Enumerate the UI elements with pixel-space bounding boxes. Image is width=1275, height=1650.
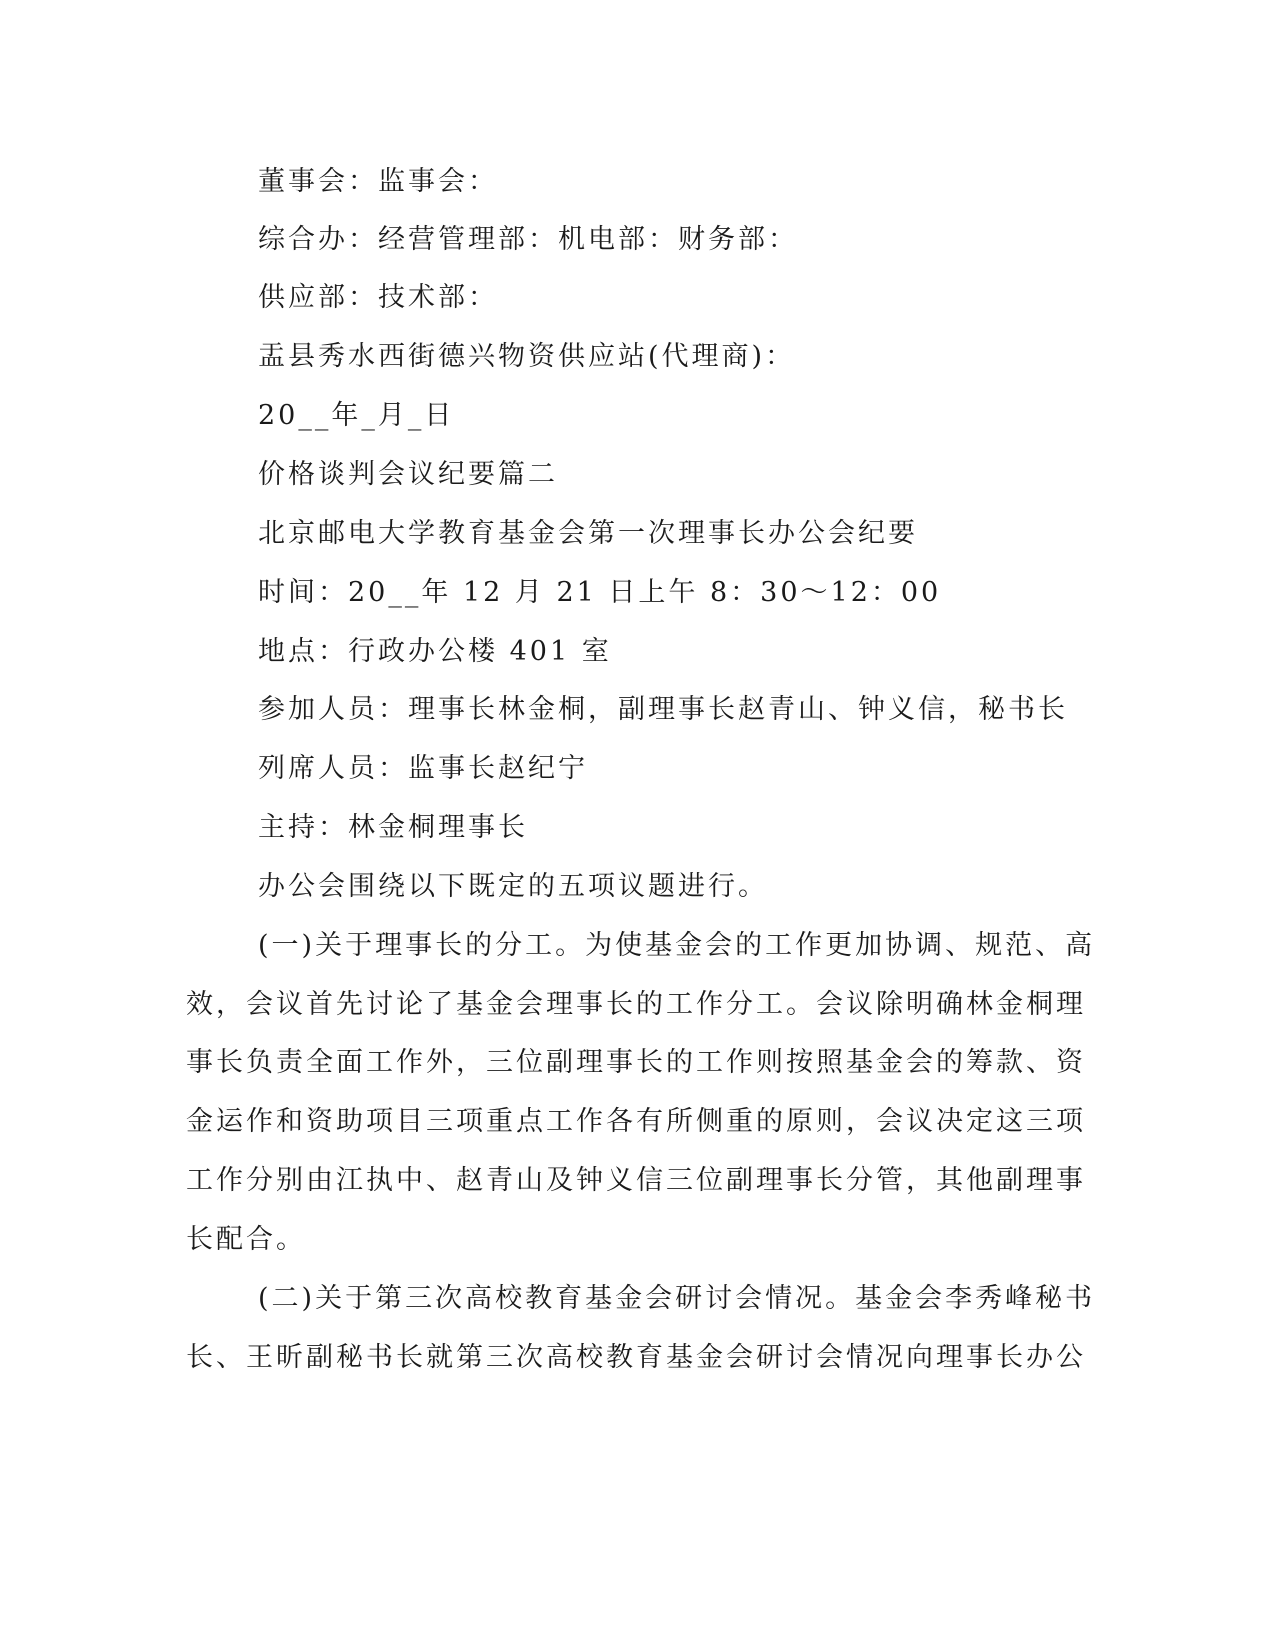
paragraph-line: (一)关于理事长的分工。为使基金会的工作更加协调、规范、高 <box>258 930 1096 961</box>
signatory-line-supply: 供应部：技术部： <box>258 282 498 313</box>
paragraph-line: (二)关于第三次高校教育基金会研讨会情况。基金会李秀峰秘书 <box>258 1283 1096 1314</box>
meeting-location: 地点：行政办公楼 401 室 <box>258 636 612 667</box>
chair: 主持：林金桐理事长 <box>258 812 528 843</box>
meeting-time: 时间：20__年 12 月 21 日上午 8：30～12：00 <box>258 577 942 608</box>
section-heading: 价格谈判会议纪要篇二 <box>258 459 558 490</box>
signatory-line-departments: 综合办：经营管理部：机电部：财务部： <box>258 224 798 255</box>
paragraph-line: 效，会议首先讨论了基金会理事长的工作分工。会议除明确林金桐理 <box>186 989 1086 1020</box>
attendees: 参加人员：理事长林金桐，副理事长赵青山、钟义信，秘书长 <box>258 694 1068 725</box>
paragraph-line: 事长负责全面工作外，三位副理事长的工作则按照基金会的筹款、资 <box>186 1047 1086 1078</box>
paragraph-line: 工作分别由江执中、赵青山及钟义信三位副理事长分管，其他副理事 <box>186 1165 1086 1196</box>
paragraph-line: 金运作和资助项目三项重点工作各有所侧重的原则，会议决定这三项 <box>186 1106 1086 1137</box>
paragraph-line: 长、王昕副秘书长就第三次高校教育基金会研讨会情况向理事长办公 <box>186 1342 1086 1373</box>
agenda-intro: 办公会围绕以下既定的五项议题进行。 <box>258 871 768 902</box>
signatory-line-board: 董事会：监事会： <box>258 166 498 197</box>
paragraph-line: 长配合。 <box>186 1224 306 1255</box>
minutes-title: 北京邮电大学教育基金会第一次理事长办公会纪要 <box>258 518 918 549</box>
observers: 列席人员：监事长赵纪宁 <box>258 753 588 784</box>
date-line: 20__年_月_日 <box>258 400 455 431</box>
signatory-line-agent: 盂县秀水西街德兴物资供应站(代理商)： <box>258 341 796 372</box>
